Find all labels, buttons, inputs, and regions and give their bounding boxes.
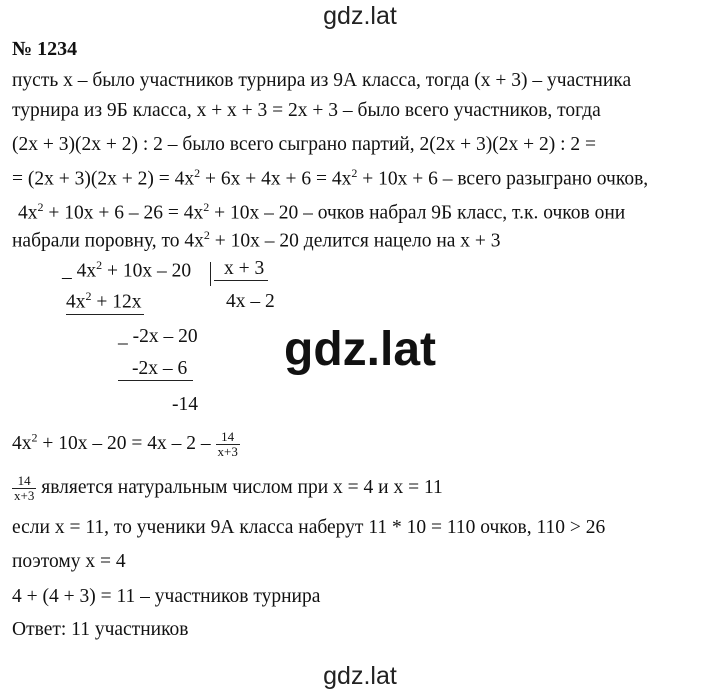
text-line-5: $4х^2 + 10х + 6 - 26 = 4х^2 + 10х - 20$ – очков набрал 9Б класс, т.к. очков они — [18, 200, 626, 224]
text-line-6: набрали поровну, то $4х^2 + 10х - 20$ делится нацело на х + 3 — [12, 228, 501, 252]
watermark-bottom: gdz.lat — [323, 662, 397, 690]
text-line-3: (2х + 3)(2х + 2) : 2 – было всего сыграно партий, 2(2х + 3)(2х + 2) : 2 = — [12, 134, 597, 155]
division-dividend: _ $4х^2 + 10х - 20$ — [62, 258, 192, 282]
division-quotient: 4х – 2 — [226, 291, 275, 312]
text-line-2: турнира из 9Б класса, х + х + 3 = 2х + 3 – было всего участников, тогда — [12, 100, 601, 121]
natural-condition-line: $\frac{14}{х+3}$ является натуральным числом при х = 4 и х = 11 — [14, 473, 443, 503]
division-subtrahend-1: $4х^2 + 12х$ — [66, 289, 142, 313]
problem-number: № 1234 — [12, 38, 78, 60]
division-subtrahend-2: -2х – 6 — [118, 358, 193, 381]
text-line-1: пусть х – было участников турнира из 9А класса, тогда (х + 3) – участника — [12, 70, 632, 91]
result-equation: $4х^2 + 10х - 20 = 4х - 2$ – $\frac{14}{х+3}$ — [12, 429, 238, 459]
division-bar — [210, 262, 211, 286]
answer-line: Ответ: 11 участников — [12, 619, 189, 640]
fraction-14-over-x3-2: $\frac{14}{х+3}$ — [14, 473, 35, 503]
text-line-4: = $(2х + 3)(2х + 2) = 4х^2 + 6х + 4х + 6 = 4х^2 + 10х + 6$ – всего разыграно очков, — [12, 166, 649, 190]
division-divisor: х + 3 — [214, 258, 268, 281]
fraction-14-over-x3: $\frac{14}{х+3}$ — [217, 429, 238, 459]
therefore-line: поэтому х = 4 — [12, 551, 126, 572]
division-remainder-1: _ -2х – 20 — [118, 326, 198, 347]
watermark-middle: gdz.lat — [284, 323, 436, 376]
watermark-top: gdz.lat — [323, 2, 397, 30]
if-x-11-line: если х = 11, то ученики 9А класса наберут 11 * 10 = 110 очков, 110 > 26 — [12, 517, 606, 538]
division-remainder-final: -14 — [172, 394, 198, 415]
sum-line: 4 + (4 + 3) = 11 – участников турнира — [12, 586, 321, 607]
